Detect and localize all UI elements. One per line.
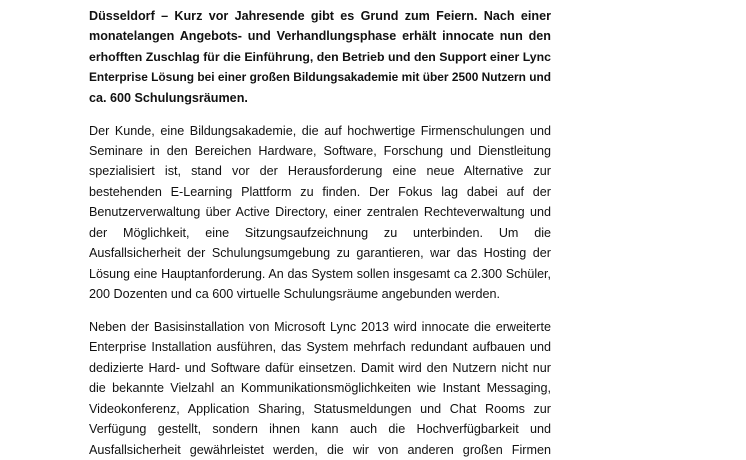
text-line: Neben der Basisinstallation von Microsoft Lync 2013 wird innocate die erweiterte [89,319,551,334]
paragraph-gap [89,305,551,317]
text-line: dedizierte Hard- und Software dafür einsetzen. Damit wird den Nutzern nicht nur [89,360,551,375]
text-line: Ausfallsicherheit gewährleistet werden, die wir von anderen großen Firmen [89,442,551,457]
text-line: Enterprise Installation ausführen, das System mehrfach redundant aufbauen und [89,340,551,355]
text-line: Verfügung gestellt, sondern ihnen kann auch die Hochverfügbarkeit und [89,422,551,437]
document-page [89,6,551,460]
text-line: Benutzerverwaltung über Active Directory, einer zentralen Rechteverwaltung und [89,205,551,220]
paragraph-gap [89,108,551,120]
text-line: Seminare in den Bereichen Hardware, Software, Forschung und Dienstleitung [89,144,551,159]
body-paragraph-installation [89,317,551,460]
text-line: Enterprise Lösung bei einer großen Bildungsakademie mit über 2500 Nutzern und [89,70,551,85]
lead-paragraph [89,6,551,108]
text-line: Lösung eine Hauptanforderung. An das System sollen insgesamt ca 2.300 Schüler, [89,266,551,281]
text-line: ca. 600 Schulungsräumen. [89,90,248,105]
body-paragraph-customer [89,121,551,305]
text-line: Videokonferenz, Application Sharing, Statusmeldungen und Chat Rooms zur [89,401,551,416]
text-line: Der Kunde, eine Bildungsakademie, die auf hochwertige Firmenschulungen und [89,123,551,138]
text-line: bestehenden E-Learning Plattform zu finden. Der Fokus lag dabei auf der [89,184,551,199]
text-line: Ausfallsicherheit der Schulungsumgebung zu garantieren, war das Hosting der [89,246,551,261]
text-line: monatelangen Angebots- und Verhandlungsphase erhält innocate nun den [89,29,551,44]
text-line: die bekannte Vielzahl an Kommunikationsmöglichkeiten wie Instant Messaging, [89,381,551,396]
text-line: Düsseldorf – Kurz vor Jahresende gibt es Grund zum Feiern. Nach einer [89,9,551,23]
text-line: der Möglichkeit, eine Sitzungsaufzeichnung zu unterbinden. Um die [89,225,551,240]
text-line: 200 Dozenten und ca 600 virtuelle Schulungsräume angebunden werden. [89,287,500,302]
text-line: spezialisiert ist, stand vor der Herausforderung eine neue Alternative zur [89,164,551,179]
text-line: erhofften Zuschlag für die Einführung, den Betrieb und den Support einer Lync [89,49,551,64]
